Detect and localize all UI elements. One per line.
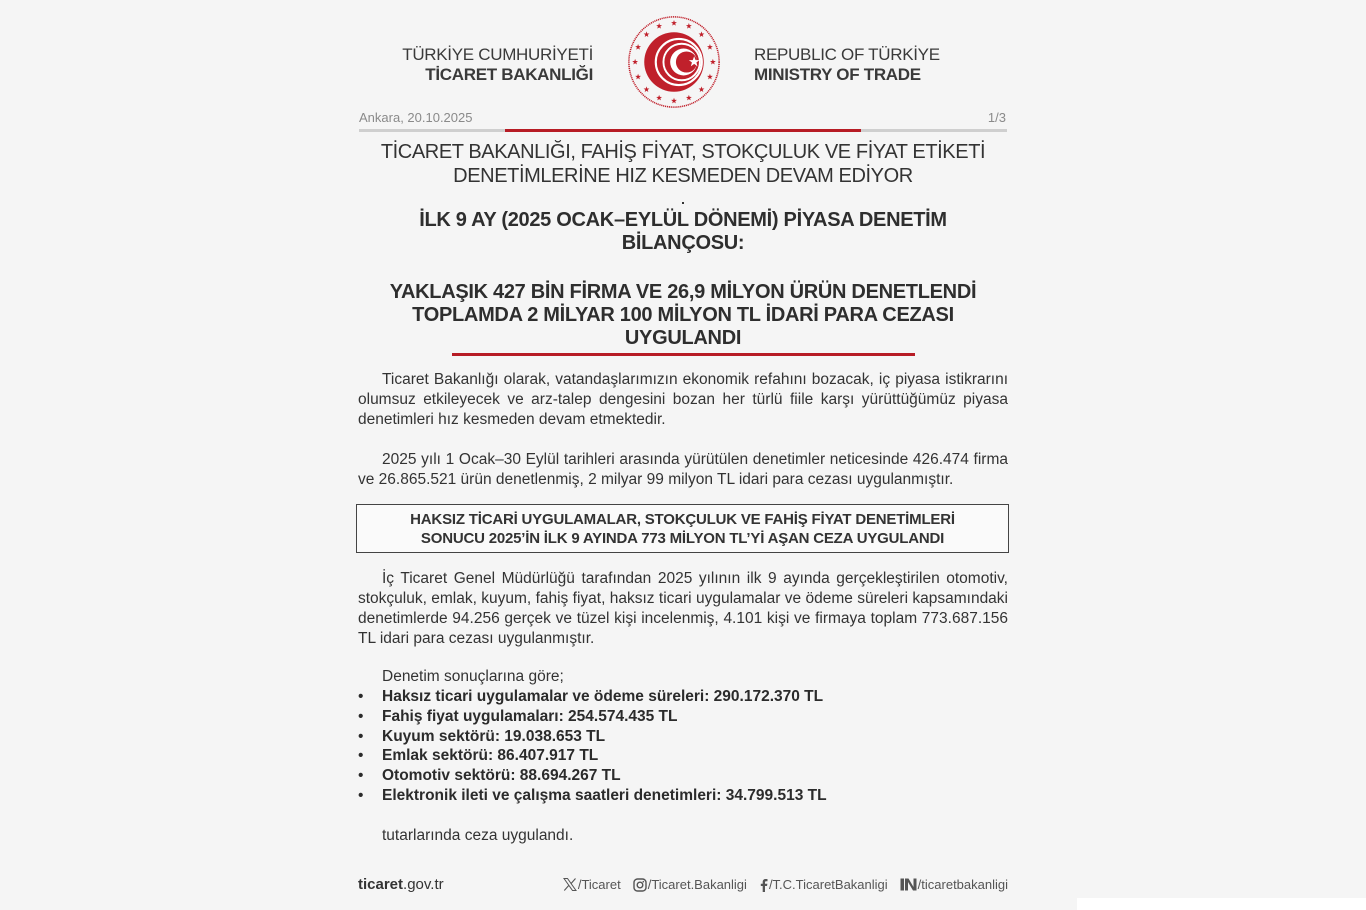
- headline-underline: [452, 353, 915, 356]
- main-title-line2: DENETİMLERİNE HIZ KESMEDEN DEVAM EDİYOR: [453, 165, 913, 187]
- list-intro: Denetim sonuçlarına göre;: [382, 668, 564, 685]
- letterhead-en-line1: REPUBLIC OF TÜRKİYE: [754, 45, 940, 64]
- paragraph-domestic-trade: [358, 569, 1008, 649]
- list-item-text: Haksız ticari uygulamalar ve ödeme süreleri: 290.172.370 TL: [382, 688, 824, 705]
- star-icon: [635, 74, 641, 80]
- star-icon: [671, 98, 677, 104]
- star-icon: [644, 86, 650, 92]
- list-item-text: Kuyum sektörü: 19.038.653 TL: [382, 727, 606, 745]
- letterhead-tr-line1: TÜRKİYE CUMHURİYETİ: [402, 45, 593, 64]
- subtitle-balance-line1: İLK 9 AY (2025 OCAK–EYLÜL DÖNEMİ) PİYASA DENETİM: [419, 209, 947, 231]
- star-icon: [707, 74, 713, 80]
- social-instagram-handle: /Ticaret.Bakanligi: [647, 877, 747, 892]
- separator-dot: [682, 202, 684, 204]
- header-rule-accent: [505, 129, 861, 132]
- list-item-text: Elektronik ileti ve çalışma saatleri denetimleri: 34.799.513 TL: [382, 786, 827, 804]
- bullet-icon: •: [358, 727, 364, 745]
- social-facebook-handle: /T.C.TicaretBakanligi: [768, 877, 888, 892]
- main-title-line1: TİCARET BAKANLIĞI, FAHİŞ FİYAT, STOKÇULUK VE FİYAT ETİKETİ: [380, 141, 986, 163]
- boxed-heading-line1: HAKSIZ TİCARİ UYGULAMALAR, STOKÇULUK VE FAHİŞ FİYAT DENETİMLERİ: [410, 511, 955, 528]
- x-twitter-icon: [563, 878, 577, 891]
- list-item: [358, 687, 1008, 707]
- penalty-list: [358, 687, 1008, 806]
- paragraph-domestic-trade-text: İç Ticaret Genel Müdürlüğü tarafından 2025 yılının ilk 9 ayında gerçekleştirilen otomotiv, stokçuluk, emlak, kuyum, fahiş fiyat, haksız ticari uygulamalar ve ödeme süreleri kapsamındaki denetimlerde 94.256 gerçek ve tüzel kişi incelenmiş, 4.101 kişi ve firmaya toplam 773.687.156 TL idari para cezası uygulanmıştır.: [358, 570, 1008, 647]
- paragraph-intro: [358, 370, 1008, 430]
- bullet-icon: •: [358, 707, 364, 725]
- headline-summary: [358, 281, 1008, 350]
- bullet-icon: •: [358, 786, 364, 804]
- website-domain-rest: .gov.tr: [403, 876, 444, 893]
- star-icon: [699, 31, 705, 37]
- press-release-page: [358, 0, 1008, 910]
- star-icon: [671, 20, 677, 26]
- star-icon: [710, 59, 716, 65]
- paragraph-totals-text: 2025 yılı 1 Ocak–30 Eylül tarihleri arasında yürütülen denetimler neticesinde 426.474 firma ve 26.865.521 ürün denetlenmiş, 2 milyar 99 milyon TL idari para cezası uygulanmıştır.: [358, 451, 1008, 488]
- boxed-heading: [356, 504, 1009, 553]
- list-item: [358, 707, 1008, 727]
- page-number: 1/3: [987, 110, 1006, 125]
- list-item: [358, 727, 1008, 747]
- boxed-heading-line2: SONUCU 2025’İN İLK 9 AYINDA 773 MİLYON TL’Yİ AŞAN CEZA UYGULANDI: [420, 530, 945, 547]
- list-item: [358, 746, 1008, 766]
- list-item-text: Otomotiv sektörü: 88.694.267 TL: [382, 767, 621, 785]
- paragraph-totals: [358, 450, 1008, 490]
- place-date: Ankara, 20.10.2025: [359, 110, 473, 125]
- social-instagram[interactable]: [633, 877, 747, 892]
- subtitle-balance-line2: BİLANÇOSU:: [621, 232, 745, 254]
- star-icon: [707, 44, 713, 50]
- list-item: [358, 766, 1008, 786]
- star-icon: [656, 23, 662, 29]
- social-x-handle: /Ticaret: [577, 877, 621, 892]
- ministry-emblem-icon: [626, 14, 722, 110]
- list-item-text: Emlak sektörü: 86.407.917 TL: [382, 747, 599, 765]
- main-title: [358, 140, 1008, 188]
- headline-summary-line3: UYGULANDI: [624, 327, 742, 349]
- star-icon: [686, 23, 692, 29]
- star-icon: [699, 86, 705, 92]
- list-item: [358, 786, 1008, 806]
- star-icon: [632, 59, 638, 65]
- letterhead-en-line2: MINISTRY OF TRADE: [754, 65, 921, 84]
- list-item-text: Fahiş fiyat uygulamaları: 254.574.435 TL: [382, 707, 678, 725]
- subtitle-balance: [358, 209, 1008, 255]
- letterhead-tr-line2: TİCARET BAKANLIĞI: [425, 65, 593, 84]
- footer: [358, 876, 1008, 896]
- website-link[interactable]: [358, 876, 444, 893]
- social-links: [563, 877, 1008, 892]
- paragraph-intro-text: Ticaret Bakanlığı olarak, vatandaşlarımızın ekonomik refahını bozacak, iç piyasa istikrarını olumsuz etkileyecek ve arz-talep dengesini bozan her türlü fiile karşı yürüttüğümüz piyasa denetimleri hız kesmeden devam etmektedir.: [358, 371, 1008, 428]
- star-icon: [635, 44, 641, 50]
- social-x[interactable]: [563, 877, 621, 892]
- bullet-icon: •: [358, 688, 364, 705]
- star-icon: [686, 95, 692, 101]
- facebook-icon: [759, 878, 768, 892]
- website-domain-bold: ticaret: [358, 876, 404, 893]
- bullet-icon: •: [358, 767, 364, 785]
- social-nsosyal-handle: /ticaretbakanligi: [917, 877, 1008, 892]
- social-nsosyal[interactable]: [900, 877, 1008, 892]
- letterhead: [358, 12, 1008, 112]
- date-row: [358, 109, 1008, 127]
- star-icon: [644, 31, 650, 37]
- social-facebook[interactable]: [759, 877, 888, 892]
- letterhead-turkish: [402, 45, 593, 85]
- closing-text: tutarlarında ceza uygulandı.: [382, 827, 574, 844]
- instagram-icon: [633, 878, 647, 892]
- bullet-icon: •: [358, 747, 364, 765]
- headline-summary-line1: YAKLAŞIK 427 BİN FİRMA VE 26,9 MİLYON ÜRÜN DENETLENDİ: [389, 281, 977, 303]
- letterhead-english: [754, 45, 940, 85]
- background-strip: [1077, 898, 1366, 910]
- nsosyal-icon: [900, 878, 917, 891]
- star-icon: [656, 95, 662, 101]
- headline-summary-line2: TOPLAMDA 2 MİLYAR 100 MİLYON TL İDARİ PARA CEZASI: [412, 304, 954, 326]
